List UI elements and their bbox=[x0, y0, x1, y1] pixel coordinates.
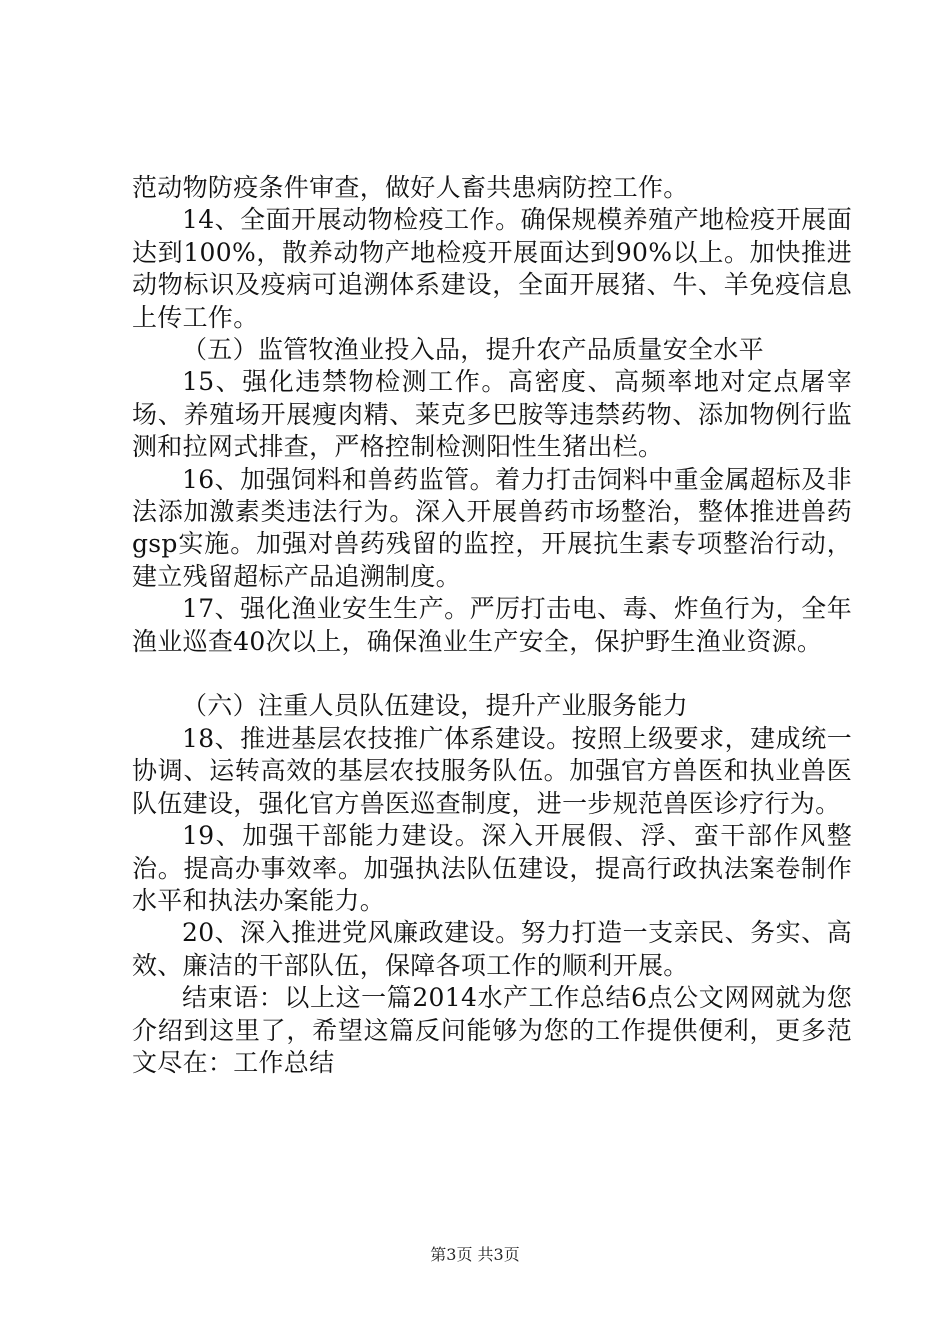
paragraph-item-18: 18、推进基层农技推广体系建设。按照上级要求，建成统一协调、运转高效的基层农技服务队伍。加强官方兽医和执业兽医队伍建设，强化官方兽医巡查制度，进一步规范兽医诊疗行为。 bbox=[132, 723, 852, 818]
closing-paragraph: 结束语：以上这一篇2014水产工作总结6点公文网网就为您介绍到这里了，希望这篇反问能够为您的工作提供便利，更多范文尽在：工作总结 bbox=[132, 983, 852, 1077]
paragraph-continuation: 范动物防疫条件审查，做好人畜共患病防控工作。 bbox=[132, 173, 689, 202]
section-heading-6: （六）注重人员队伍建设，提升产业服务能力 bbox=[182, 691, 689, 721]
paragraph-item-16: 16、加强饲料和兽药监管。着力打击饲料中重金属超标及非法添加激素类违法行为。深入开展兽药市场整治，整体推进兽药gsp实施。加强对兽药残留的监控，开展抗生素专项整治行动，建立残留超标产品追溯制度。 bbox=[132, 464, 852, 591]
blank-line bbox=[132, 658, 852, 690]
document-body bbox=[132, 172, 852, 1079]
page-number-footer: 第3页 共3页 bbox=[430, 1245, 520, 1264]
section-heading-5: （五）监管牧渔业投入品，提升农产品质量安全水平 bbox=[182, 335, 764, 365]
paragraph-item-20: 20、深入推进党风廉政建设。努力打造一支亲民、务实、高效、廉洁的干部队伍，保障各项工作的顺利开展。 bbox=[132, 918, 852, 980]
paragraph-item-19: 19、加强干部能力建设。深入开展假、浮、蛮干部作风整治。提高办事效率。加强执法队伍建设，提高行政执法案卷制作水平和执法办案能力。 bbox=[132, 821, 852, 915]
paragraph-item-17: 17、强化渔业安生生产。严厉打击电、毒、炸鱼行为，全年渔业巡查40次以上，确保渔业生产安全，保护野生渔业资源。 bbox=[132, 594, 852, 656]
paragraph-item-15: 15、强化违禁物检测工作。高密度、高频率地对定点屠宰场、养殖场开展瘦肉精、莱克多巴胺等违禁药物、添加物例行监测和拉网式排查，严格控制检测阳性生猪出栏。 bbox=[132, 367, 852, 462]
paragraph-item-14: 14、全面开展动物检疫工作。确保规模养殖产地检疫开展面达到100%，散养动物产地检疫开展面达到90%以上。加快推进动物标识及疫病可追溯体系建设，全面开展猪、牛、羊免疫信息上传工作。 bbox=[132, 205, 852, 332]
